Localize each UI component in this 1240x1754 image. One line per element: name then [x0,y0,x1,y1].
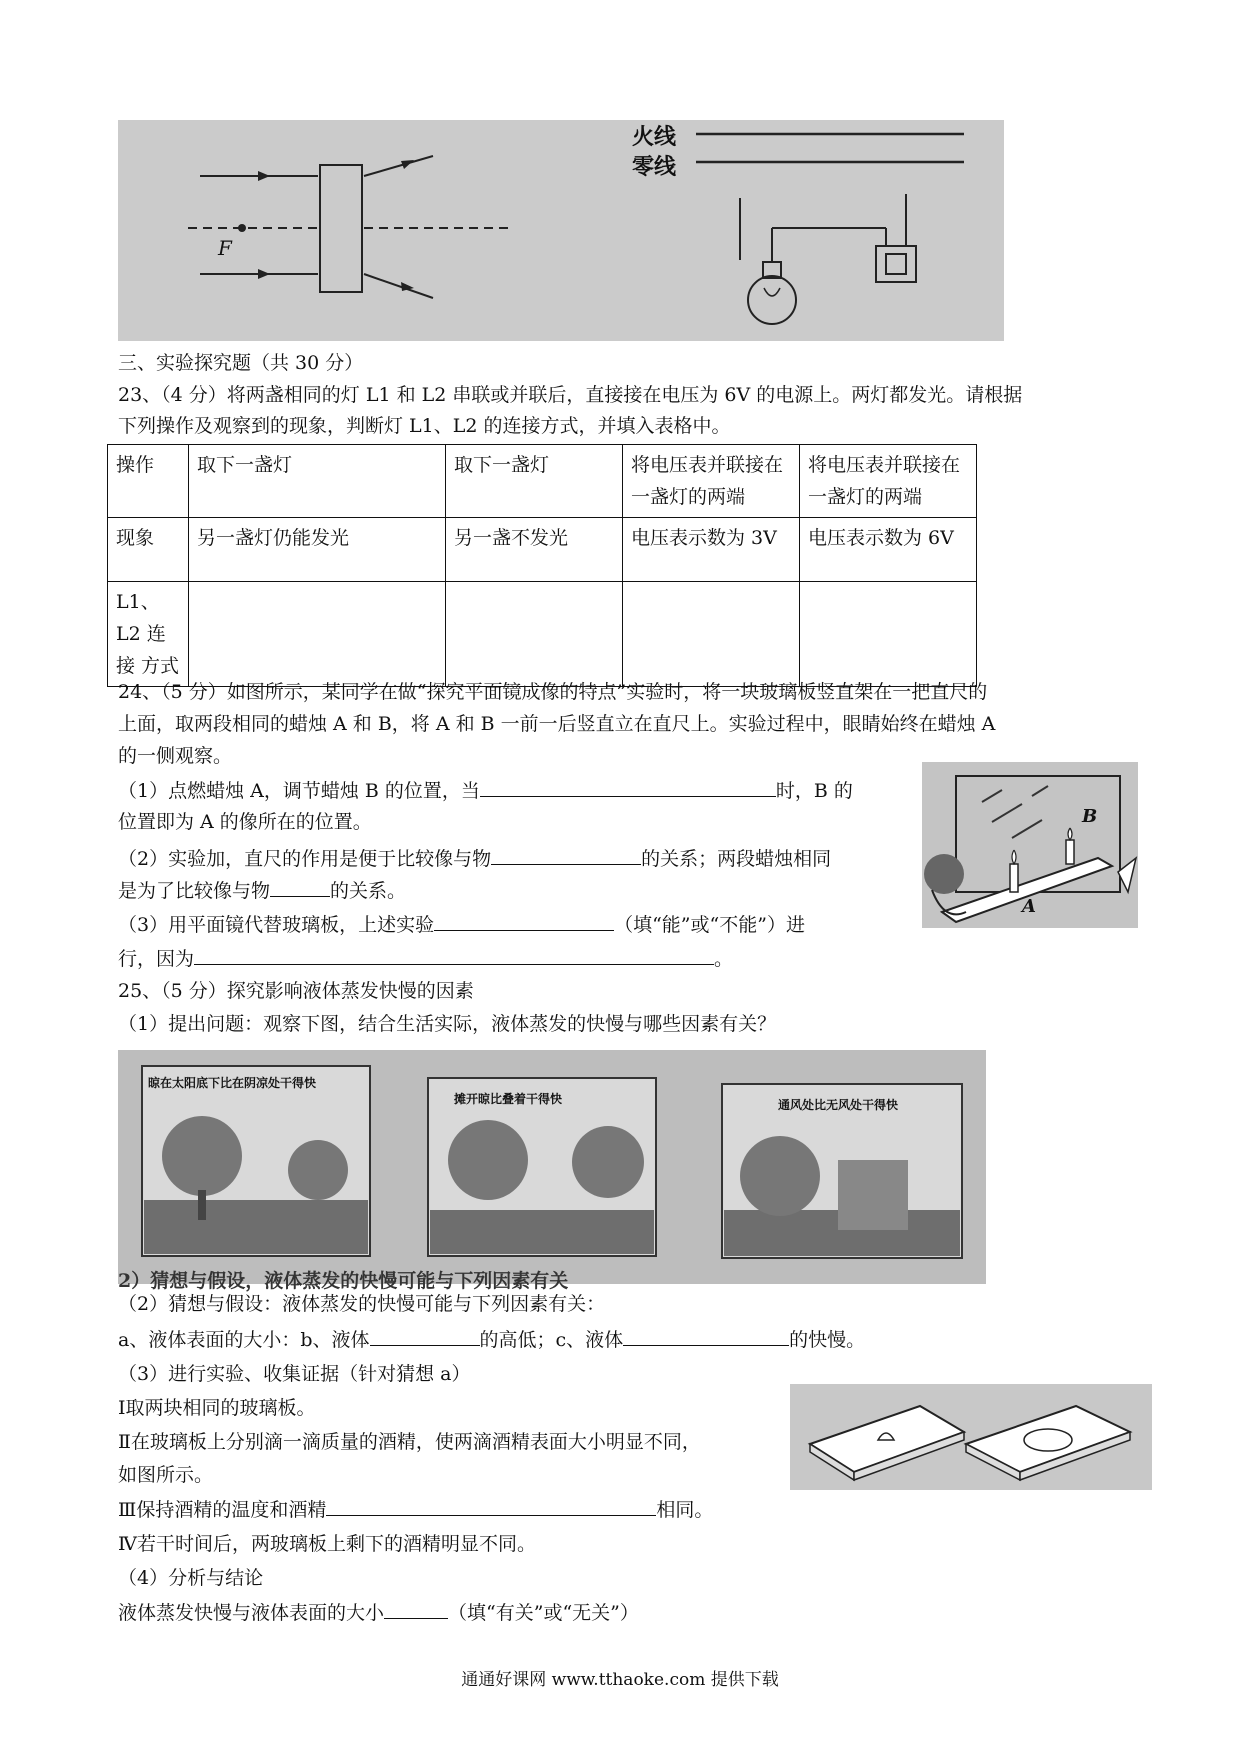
evaporation-photo-strip [118,1050,986,1292]
answer-cell[interactable] [800,582,977,687]
q25-step1: Ⅰ取两块相同的玻璃板。 [118,1397,316,1419]
text: （1）点燃蜡烛 A，调节蜡烛 B 的位置，当 [118,780,480,802]
q25-step3 [118,1497,713,1522]
section-title: 三、实验探究题（共 30 分） [118,352,364,374]
text: 的快慢。 [789,1329,866,1351]
q24-line3: 的一侧观察。 [118,745,233,767]
q25-step2: Ⅱ在玻璃板上分别滴一滴质量的酒精，使两滴酒精表面大小明显不同， [118,1431,701,1453]
q24-line2: 上面，取两段相同的蜡烛 A 和 B，将 A 和 B 一前一后竖直立在直尺上。实验过程中，眼睛始终在蜡烛 A [118,713,996,735]
table-cell: 另一盏不发光 [446,518,623,582]
panel-caption: 摊开晾比叠着干得快 [454,1092,563,1106]
answer-blank[interactable] [384,1600,448,1619]
table-cell: 取下一盏灯 [446,445,623,518]
candle-b-label: B [1082,806,1098,827]
panel-caption: 通风处比无风处干得快 [778,1098,899,1112]
answer-blank[interactable] [623,1327,789,1346]
q25-part2-items [118,1327,865,1352]
two-glass-plates-drawing [790,1384,1152,1490]
text: （2）实验加，直尺的作用是便于比较像与物 [118,848,492,870]
text: 液体蒸发快慢与液体表面的大小 [118,1602,385,1624]
glass-plates-figure [790,1384,1152,1490]
answer-blank[interactable] [480,778,776,797]
neutral-wire-label: 零线 [632,154,677,180]
table-cell: 电压表示数为 6V [800,518,977,582]
answer-blank[interactable] [434,912,614,931]
lens-and-circuit-diagram [118,120,1004,341]
q25-part4: （4）分析与结论 [118,1567,264,1589]
text: （填“有关”或“无关”） [448,1602,639,1624]
q24-part3 [118,912,805,937]
top-figure [118,120,1004,341]
answer-cell[interactable] [623,582,800,687]
q25-conclusion [118,1600,639,1625]
text: a、液体表面的大小：b、液体 [118,1329,370,1351]
table-cell: 现象 [108,518,189,582]
q24-part1 [118,778,853,803]
answer-blank[interactable] [370,1327,480,1346]
table-cell: 将电压表并联接在一盏灯的两端 [800,445,977,518]
text: 是为了比较像与物 [118,880,271,902]
table-cell: 将电压表并联接在一盏灯的两端 [623,445,800,518]
q25-step4: Ⅳ若干时间后，两玻璃板上剩下的酒精明显不同。 [118,1533,536,1555]
table-cell: 电压表示数为 3V [623,518,800,582]
answer-cell[interactable] [446,582,623,687]
text: 的关系；两段蜡烛相同 [641,848,832,870]
answer-blank[interactable] [194,946,714,965]
mirror-experiment-figure [922,762,1138,928]
table-cell: 另一盏灯仍能发光 [189,518,446,582]
text: 的高低；c、液体 [479,1329,624,1351]
text: 相同。 [656,1499,714,1521]
answer-blank[interactable] [326,1497,656,1516]
answer-blank[interactable] [270,878,330,897]
text: Ⅲ保持酒精的温度和酒精 [118,1499,327,1521]
table-cell: 操作 [108,445,189,518]
q25-part3: （3）进行实验、收集证据（针对猜想 a） [118,1363,471,1385]
q25-title: 25、（5 分）探究影响液体蒸发快慢的因素 [118,980,474,1002]
q23-text-line1: 23、（4 分）将两盏相同的灯 L1 和 L2 串联或并联后，直接接在电压为 6V 的电源上。两灯都发光。请根据 [118,384,1023,406]
text: 的关系。 [330,880,407,902]
q23-text-line2: 下列操作及观察到的现象，判断灯 L1、L2 的连接方式，并填入表格中。 [118,415,731,437]
q25-step2-cont: 如图所示。 [118,1464,214,1486]
page-footer: 通通好课网 www.tthaoke.com 提供下载 [461,1670,779,1690]
q25-part1: （1）提出问题：观察下图，结合生活实际，液体蒸发的快慢与哪些因素有关？ [118,1013,777,1035]
answer-blank[interactable] [491,846,641,865]
text: （填“能”或“不能”）进 [614,914,805,936]
q24-line1: 24、（5 分）如图所示，某同学在做“探究平面镜成像的特点”实验时，将一块玻璃板竖直架在一把直尺的 [118,681,988,703]
answer-cell[interactable] [189,582,446,687]
photo-bottom-text: 2）猜想与假设，液体蒸发的快慢可能与下列因素有关 [118,1270,569,1292]
q24-part1-cont: 位置即为 A 的像所在的位置。 [118,811,372,833]
q24-part2 [118,846,831,871]
text: 时，B 的 [775,780,853,802]
q24-part2-cont [118,878,406,903]
table-row [108,582,977,687]
candle-a-label: A [1022,896,1036,917]
q24-part3-cont [118,946,733,971]
table-row [108,518,977,582]
q25-part2: （2）猜想与假设：液体蒸发的快慢可能与下列因素有关： [118,1293,606,1315]
live-wire-label: 火线 [632,124,677,150]
table-cell: 取下一盏灯 [189,445,446,518]
q23-table [107,444,977,687]
table-row [108,445,977,518]
panel-caption: 晾在太阳底下比在阴凉处干得快 [148,1076,317,1090]
text: （3）用平面镜代替玻璃板，上述实验 [118,914,435,936]
table-cell: L1、L2 连 接 方式 [108,582,189,687]
text: 行，因为 [118,948,195,970]
focus-label: F [218,236,232,260]
text: 。 [714,948,734,970]
